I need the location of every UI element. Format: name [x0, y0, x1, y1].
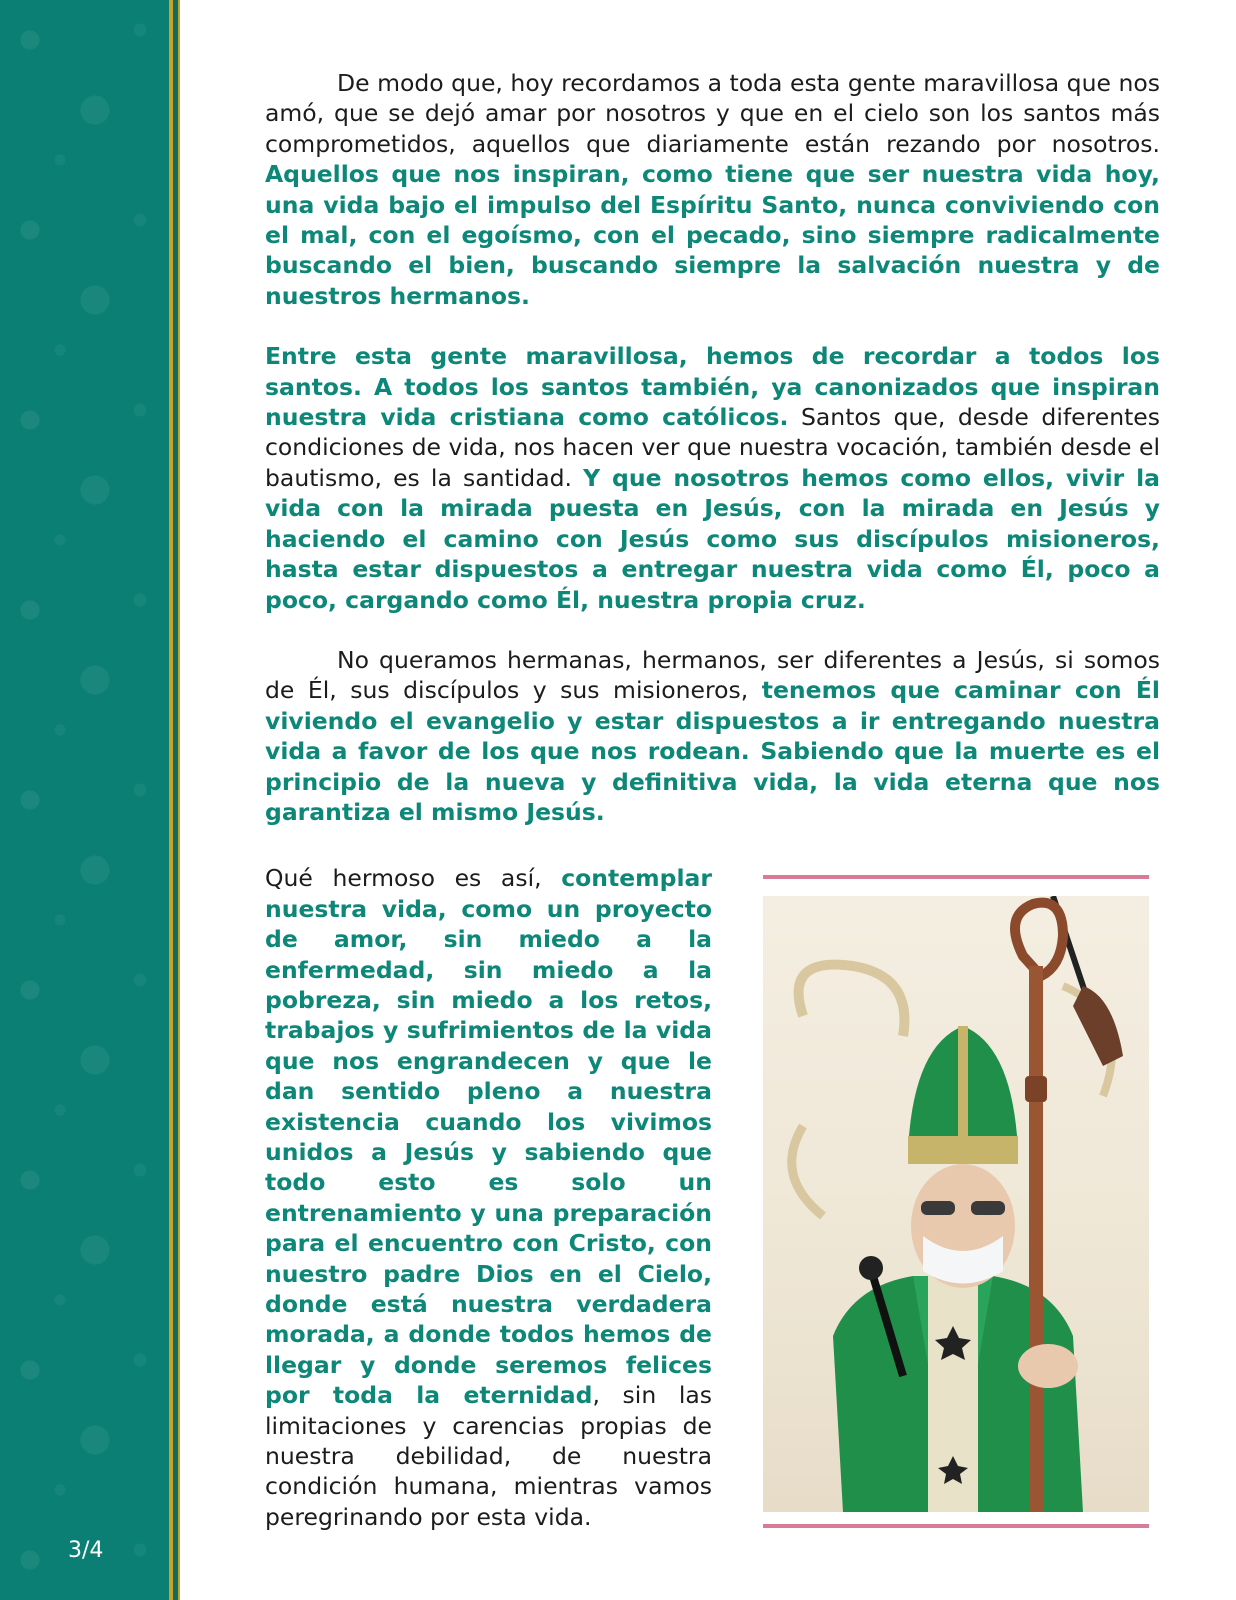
decorative-sidebar: [0, 0, 166, 1600]
body-text: Qué hermoso es así,: [265, 864, 562, 893]
page-number: 3/4: [68, 1538, 104, 1563]
body-text: No queramos hermanas, hermanos, ser diferentes a Jesús, si somos de Él, sus discípulos y sus misioneros,: [265, 645, 1160, 705]
bishop-photo: [763, 896, 1149, 1512]
article-body: [265, 68, 1160, 1562]
highlighted-text: Y que nosotros hemos como ellos, vivir la vida con la mirada puesta en Jesús, con la mirada en Jesús y haciendo el camino con Jesús como sus discípulos misioneros, hasta estar dispuestos a entregar nuestra vida como Él, poco a poco, cargando como Él, nuestra propia cruz.: [265, 463, 1161, 614]
body-text: Santos que, desde diferentes condiciones de vida, nos hacen ver que nuestra vocación, también desde el bautismo, es la santidad.: [265, 403, 1160, 492]
photo-frame: [763, 875, 1149, 1528]
paragraph-3: [265, 645, 1160, 827]
body-text: , sin las limitaciones y carencias propias de nuestra debilidad, de nuestra condición humana, mientras vamos peregrinando por esta vida.: [265, 1381, 713, 1531]
paragraph-1: [265, 68, 1160, 311]
highlighted-text: Entre esta gente maravillosa, hemos de recordar a todos los santos. A todos los santos también, ya canonizados que inspiran nuestra vida cristiana como católicos.: [265, 342, 1160, 432]
top-divider: [763, 875, 1149, 879]
paragraph-2: [265, 341, 1160, 615]
bottom-divider: [763, 1524, 1149, 1528]
highlighted-text: tenemos que caminar con Él viviendo el evangelio y estar dispuestos a ir entregando nuestra vida a favor de los que nos rodean. Sabiendo que la muerte es el principio de la nueva y definitiva vida, la vida eterna que nos garantiza el mismo Jesús.: [265, 676, 1160, 826]
paragraph-4: [265, 863, 712, 1532]
bishop-illustration: [763, 896, 1149, 1512]
highlighted-text: Aquellos que nos inspiran, como tiene que ser nuestra vida hoy, una vida bajo el impulso del Espíritu Santo, nunca conviviendo con el mal, con el egoísmo, con el pecado, sino siempre radicalmente buscando el bien, buscando siempre la salvación nuestra y de nuestros hermanos.: [265, 160, 1160, 310]
body-text: De modo que, hoy recordamos a toda esta gente maravillosa que nos amó, que se dejó amar por nosotros y que en el cielo son los santos más comprometidos, aquellos que diariamente están rezando por nosotros.: [265, 69, 1160, 158]
highlighted-text: contemplar nuestra vida, como un proyecto de amor, sin miedo a la enfermedad, sin miedo a la pobreza, sin miedo a los retos, trabajos y sufrimientos de la vida que nos engrandecen y que le dan sentido pleno a nuestra existencia cuando los vivimos unidos a Jesús y sabiendo que todo esto es solo un entrenamiento y una preparación para el encuentro con Cristo, con nuestro padre Dios en el Cielo, donde está nuestra verdadera morada, a donde todos hemos de llegar y donde seremos felices por toda la eternidad: [265, 864, 712, 1410]
text-with-photo: [265, 863, 1160, 1532]
sidebar-gold-border: [166, 0, 183, 1600]
